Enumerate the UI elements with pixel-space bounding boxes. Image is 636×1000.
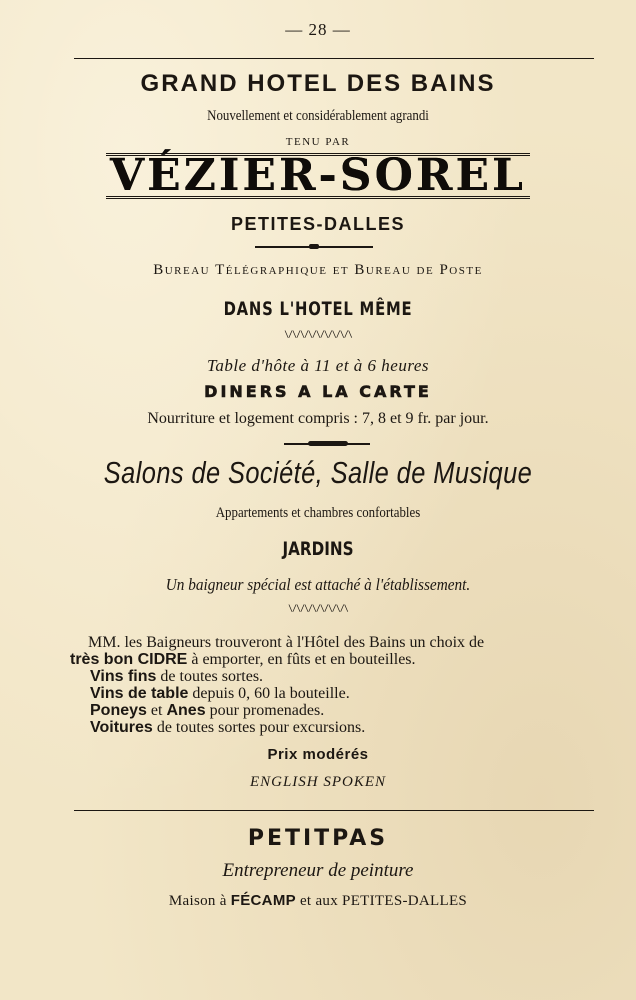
hotel-subtitle: Nouvellement et considérablement agrandi xyxy=(207,108,429,124)
offer-cidre-rest: à emporter, en fûts et en bouteilles. xyxy=(187,651,416,668)
petitpas-heading: PETITPAS xyxy=(247,826,389,851)
tenu-par-label: TENU PAR xyxy=(285,136,351,148)
prices-line: Prix modérés xyxy=(267,746,369,763)
offer-line-cidre xyxy=(70,651,610,668)
offer-line-vins-fins xyxy=(90,668,630,685)
offer-voitures-rest: de toutes sortes pour excursions. xyxy=(152,719,366,736)
hotel-location: PETITES-DALLES xyxy=(230,214,405,234)
offer-line-poneys xyxy=(90,702,630,719)
ornament-divider-2-center xyxy=(308,441,348,446)
wave-ornament: \/\/\/\/\/\/\/\/\ xyxy=(284,330,352,340)
proprietor-name-text: VÉZIER-SOREL xyxy=(106,153,530,199)
petitpas-address-rest: et aux PETITES-DALLES xyxy=(295,893,468,909)
post-office-line: Bureau Télégraphique et Bureau de Poste xyxy=(153,262,483,278)
board-price-line: Nourriture et logement compris : 7, 8 et 9 fr. par jour. xyxy=(147,410,489,427)
ornament-divider-center xyxy=(309,244,319,249)
bottom-rule xyxy=(74,810,594,811)
petitpas-trade: Entrepreneur de peinture xyxy=(222,860,414,881)
offer-voitures-bold: Voitures xyxy=(90,719,153,736)
bather-line: Un baigneur spécial est attaché à l'établissement. xyxy=(165,575,471,594)
proprietor-name xyxy=(0,150,636,201)
offer-poneys-rest: pour promenades. xyxy=(205,702,325,719)
diners-line: DINERS A LA CARTE xyxy=(204,382,432,401)
page-number: — 28 — xyxy=(285,20,351,39)
offer-anes-bold: Anes xyxy=(166,702,206,719)
offer-line-intro: MM. les Baigneurs trouveront à l'Hôtel des Bains un choix de xyxy=(88,634,485,651)
petitpas-address xyxy=(0,892,636,910)
english-spoken-line: ENGLISH SPOKEN xyxy=(249,774,387,790)
offer-vins-table-bold: Vins de table xyxy=(90,685,189,702)
hotel-title: GRAND HOTEL DES BAINS xyxy=(140,70,496,97)
jardins-heading: JARDINS xyxy=(282,538,354,560)
offer-vins-fins-bold: Vins fins xyxy=(90,668,157,685)
salons-heading: Salons de Société, Salle de Musique xyxy=(103,455,533,490)
same-hotel-line: DANS L'HOTEL MÊME xyxy=(223,298,413,320)
petitpas-address-city: FÉCAMP xyxy=(230,892,296,909)
rooms-line: Appartements et chambres confortables xyxy=(215,505,421,521)
petitpas-address-prefix: Maison à xyxy=(168,893,231,909)
table-hote-line: Table d'hôte à 11 et à 6 heures xyxy=(206,356,429,375)
offer-line-voitures xyxy=(90,719,630,736)
offer-poneys-bold: Poneys xyxy=(90,702,147,719)
offer-poneys-mid: et xyxy=(146,702,167,719)
offer-vins-fins-rest: de toutes sortes. xyxy=(156,668,264,685)
offer-line-vins-table xyxy=(90,685,630,702)
offer-vins-table-rest: depuis 0, 60 la bouteille. xyxy=(188,685,350,702)
offer-cidre-bold: très bon CIDRE xyxy=(70,651,188,668)
top-rule xyxy=(74,58,594,59)
wave-ornament-2: \/\/\/\/\/\/\/\ xyxy=(288,604,348,614)
